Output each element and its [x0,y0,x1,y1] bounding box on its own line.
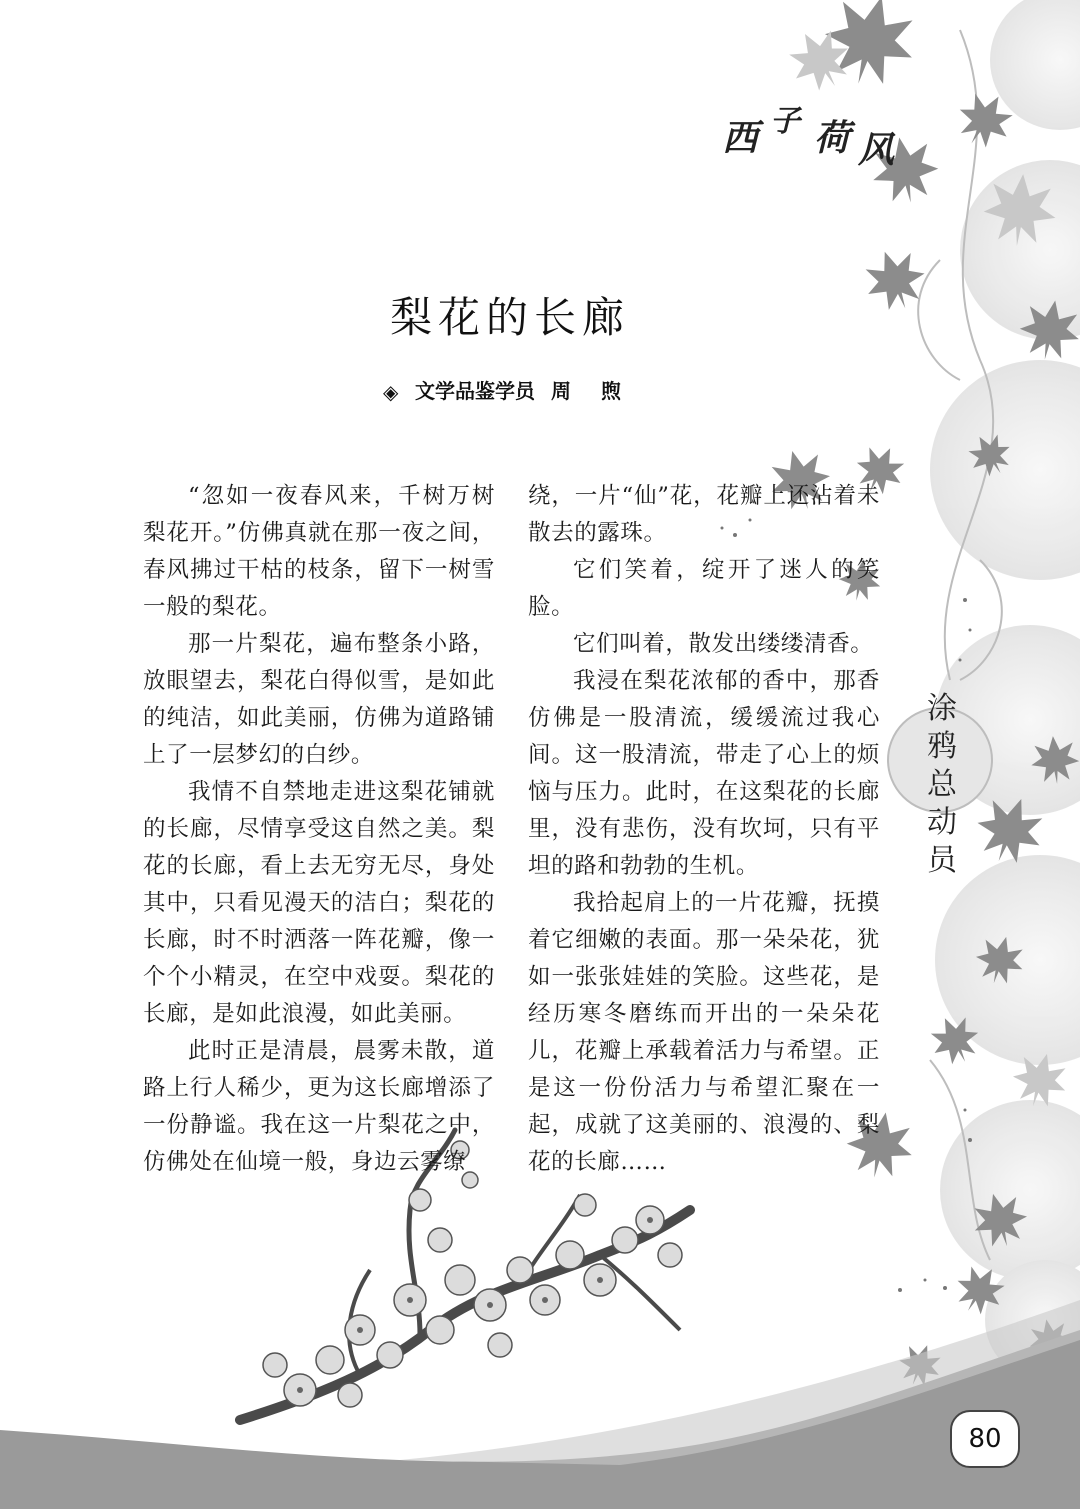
page-number: 80 [950,1410,1020,1468]
paragraph: 我浸在梨花浓郁的香中，那香仿佛是一股清流，缓缓流过我心间。这一股清流，带走了心上的烦恼与压力。此时，在这梨花的长廊里，没有悲伤，没有坎坷，只有平坦的路和勃勃的生机。 [528,668,880,879]
paragraph: 此时正是清晨，晨雾未散，道路上行人稀少，更为这长廊增添了一份静谧。我在这一片梨花之中，仿佛处在仙境一般，身边云雾缭 [143,1038,495,1175]
masthead-char: 子 [770,104,800,139]
byline-role: 文学品鉴学员 [415,379,535,403]
author-name-part: 煦 [601,379,621,403]
paragraph: 我情不自禁地走进这梨花铺就的长廊，尽情享受这自然之美。梨花的长廊，看上去无穷无尽，身处其中，只看见漫天的洁白；梨花的长廊，时不时洒落一阵花瓣，像一个个小精灵，在空中戏耍。梨花的长廊，是如此浪漫，如此美丽。 [143,779,495,1027]
author-name-part: 周 [551,379,571,403]
section-label-char: 鸦 [927,729,957,764]
masthead [722,96,922,171]
paragraph-continued: 绕，一片“仙”花，花瓣上还沾着未散去的露珠。 [528,483,880,546]
diamond-icon: ◈ [383,380,399,404]
masthead-char: 荷 [814,118,851,159]
text-column-right [528,478,880,1181]
section-label-char: 总 [927,767,957,802]
section-label-char: 涂 [927,691,957,726]
section-label [912,690,972,880]
paragraph: “忽如一夜春风来，千树万树梨花开。”仿佛真就在那一夜之间，春风拂过干枯的枝条，留下一树雪一般的梨花。 [143,483,495,620]
byline [383,375,703,407]
article-title: 梨花的长廊 [389,293,630,342]
section-label-char: 动 [927,805,957,840]
paragraph: 我拾起肩上的一片花瓣，抚摸着它细嫩的表面。那一朵朵花，犹如一张张娃娃的笑脸。这些花，是经历寒冬磨练而开出的一朵朵花儿，花瓣上承载着活力与希望。正是这一份份活力与希望汇聚在一起，成就了这美丽的、浪漫的、梨花的长廊…… [528,890,880,1175]
section-label-char: 员 [927,843,957,878]
text-column-left [143,478,495,1181]
paragraph: 它们叫着，散发出缕缕清香。 [573,631,874,657]
paragraph: 它们笑着，绽开了迷人的笑脸。 [528,557,880,620]
paragraph: 那一片梨花，遍布整条小路，放眼望去，梨花白得似雪，是如此的纯洁，如此美丽，仿佛为道路铺上了一层梦幻的白纱。 [143,631,495,768]
masthead-char: 西 [722,118,759,159]
masthead-char: 风 [858,130,895,171]
